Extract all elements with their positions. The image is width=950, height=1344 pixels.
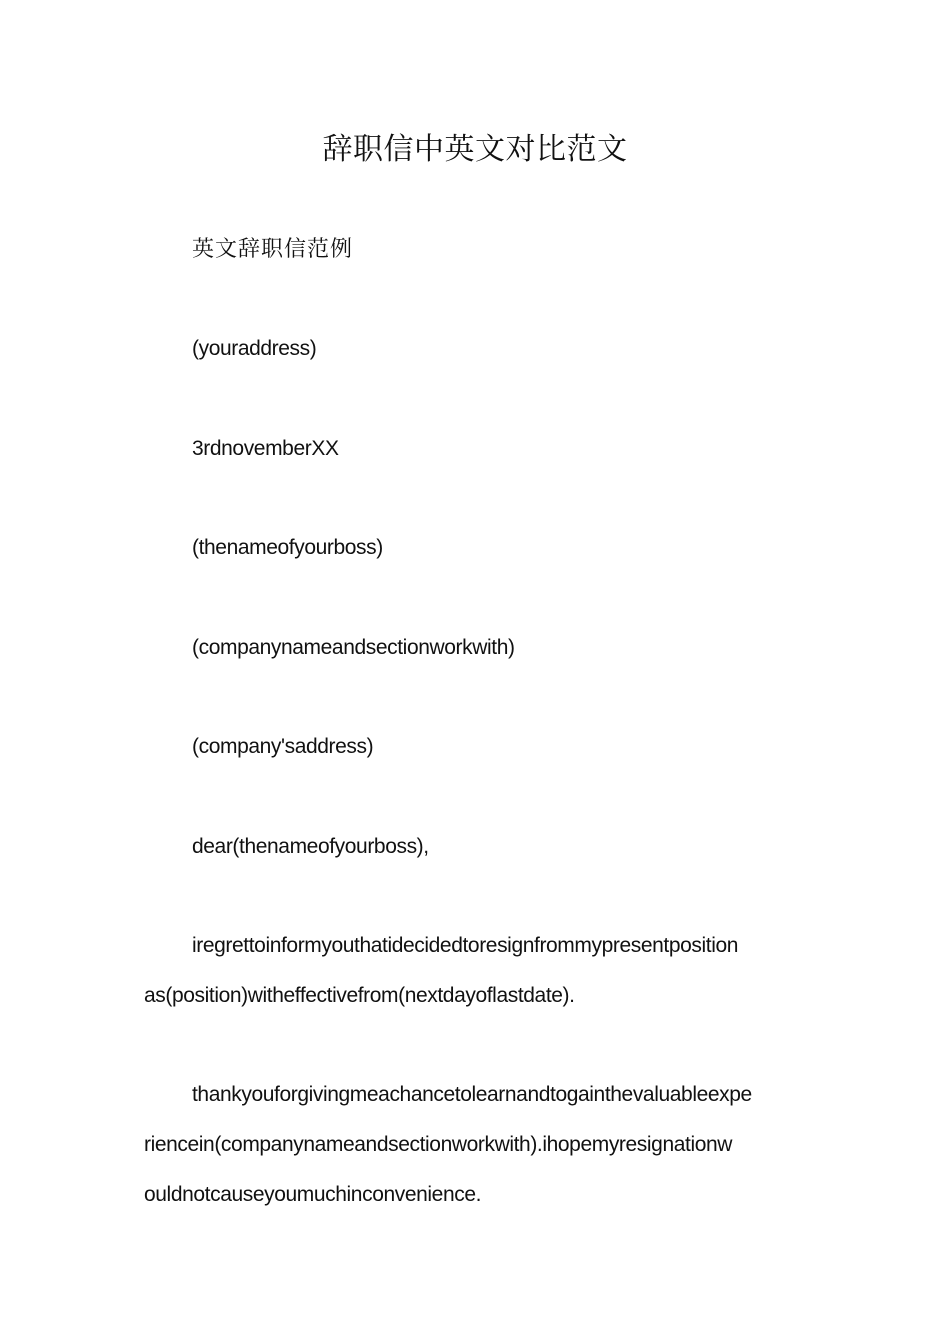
paragraph-thanks bbox=[144, 1070, 810, 1220]
recipient-company: (companynameandsectionworkwith) bbox=[192, 636, 515, 659]
section-heading: 英文辞职信范例 bbox=[192, 236, 354, 261]
paragraph-resignation bbox=[144, 921, 810, 1021]
paragraph-line: ouldnotcauseyoumuchinconvenience. bbox=[144, 1183, 482, 1206]
sender-address: (youraddress) bbox=[192, 337, 317, 360]
recipient-address: (company'saddress) bbox=[192, 735, 374, 758]
document-title: 辞职信中英文对比范文 bbox=[322, 133, 628, 166]
paragraph-line: iregrettoinformyouthatidecidedtoresignfrommypresentposition bbox=[192, 934, 739, 957]
paragraph-line: as(position)witheffectivefrom(nextdayoflastdate). bbox=[144, 984, 575, 1007]
letter-date: 3rdnovemberXX bbox=[192, 437, 339, 460]
recipient-name: (thenameofyourboss) bbox=[192, 536, 383, 559]
paragraph-line: thankyouforgivingmeachancetolearnandtogainthevaluableexpe bbox=[192, 1083, 752, 1106]
paragraph-line: riencein(companynameandsectionworkwith).ihopemyresignationw bbox=[144, 1133, 733, 1156]
salutation: dear(thenameofyourboss), bbox=[192, 835, 429, 858]
